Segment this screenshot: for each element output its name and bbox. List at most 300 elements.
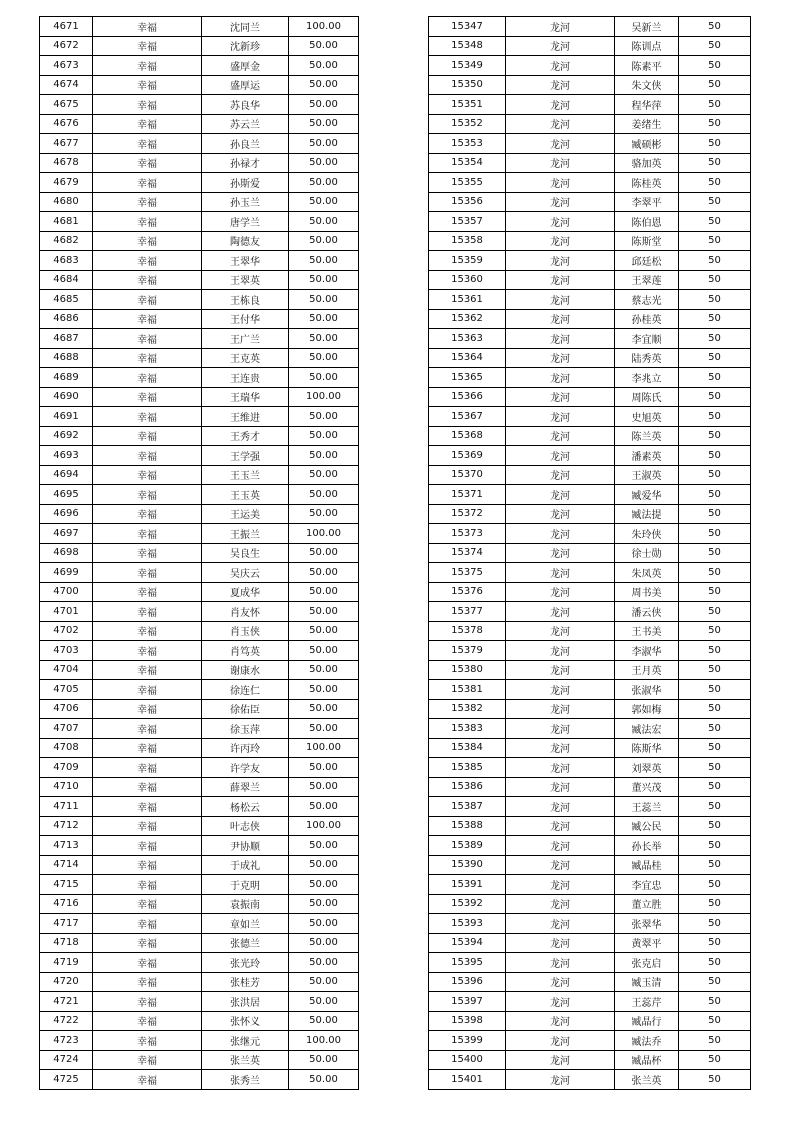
village-cell: 幸福 xyxy=(93,914,202,934)
amount-cell: 50 xyxy=(679,75,751,95)
id-cell: 15369 xyxy=(429,446,506,466)
village-cell: 龙河 xyxy=(506,660,615,680)
village-cell: 幸福 xyxy=(93,36,202,56)
amount-cell: 50 xyxy=(679,368,751,388)
name-cell: 郭如梅 xyxy=(615,699,679,719)
village-cell: 龙河 xyxy=(506,933,615,953)
amount-cell: 100.00 xyxy=(289,387,359,407)
name-cell: 王玉英 xyxy=(202,485,289,505)
amount-cell: 50.00 xyxy=(289,660,359,680)
amount-cell: 50 xyxy=(679,797,751,817)
amount-cell: 50 xyxy=(679,933,751,953)
village-cell: 幸福 xyxy=(93,777,202,797)
table-row xyxy=(429,446,751,466)
id-cell: 15399 xyxy=(429,1031,506,1051)
amount-cell: 50 xyxy=(679,290,751,310)
table-row xyxy=(40,485,359,505)
id-cell: 15366 xyxy=(429,387,506,407)
id-cell: 4704 xyxy=(40,660,93,680)
name-cell: 臧晶桂 xyxy=(615,855,679,875)
village-cell: 龙河 xyxy=(506,56,615,76)
name-cell: 肖笃英 xyxy=(202,641,289,661)
id-cell: 4706 xyxy=(40,699,93,719)
name-cell: 陶德友 xyxy=(202,231,289,251)
table-row xyxy=(429,75,751,95)
id-cell: 4689 xyxy=(40,368,93,388)
id-cell: 4708 xyxy=(40,738,93,758)
id-cell: 15392 xyxy=(429,894,506,914)
name-cell: 徐佑臣 xyxy=(202,699,289,719)
name-cell: 孙禄才 xyxy=(202,153,289,173)
village-cell: 龙河 xyxy=(506,894,615,914)
name-cell: 于成礼 xyxy=(202,855,289,875)
name-cell: 臧法乔 xyxy=(615,1031,679,1051)
village-cell: 幸福 xyxy=(93,563,202,583)
name-cell: 章如兰 xyxy=(202,914,289,934)
table-row xyxy=(40,192,359,212)
village-cell: 幸福 xyxy=(93,134,202,154)
table-row xyxy=(429,270,751,290)
village-cell: 幸福 xyxy=(93,329,202,349)
table-row xyxy=(429,17,751,37)
id-cell: 4709 xyxy=(40,758,93,778)
village-cell: 幸福 xyxy=(93,192,202,212)
village-cell: 龙河 xyxy=(506,621,615,641)
amount-cell: 50.00 xyxy=(289,485,359,505)
table-row xyxy=(429,153,751,173)
village-cell: 龙河 xyxy=(506,270,615,290)
village-cell: 龙河 xyxy=(506,426,615,446)
village-cell: 幸福 xyxy=(93,251,202,271)
id-cell: 4683 xyxy=(40,251,93,271)
table-row xyxy=(40,1070,359,1090)
id-cell: 15383 xyxy=(429,719,506,739)
village-cell: 幸福 xyxy=(93,660,202,680)
name-cell: 谢康水 xyxy=(202,660,289,680)
name-cell: 王运美 xyxy=(202,504,289,524)
name-cell: 李宜忠 xyxy=(615,875,679,895)
amount-cell: 50.00 xyxy=(289,933,359,953)
table-row xyxy=(429,504,751,524)
village-cell: 龙河 xyxy=(506,329,615,349)
name-cell: 孙长举 xyxy=(615,836,679,856)
amount-cell: 50.00 xyxy=(289,290,359,310)
amount-cell: 50.00 xyxy=(289,465,359,485)
name-cell: 张光玲 xyxy=(202,953,289,973)
id-cell: 4714 xyxy=(40,855,93,875)
table-row xyxy=(40,875,359,895)
table-row xyxy=(40,855,359,875)
id-cell: 15357 xyxy=(429,212,506,232)
amount-cell: 50.00 xyxy=(289,407,359,427)
amount-cell: 50.00 xyxy=(289,914,359,934)
amount-cell: 100.00 xyxy=(289,17,359,37)
name-cell: 姜绪生 xyxy=(615,114,679,134)
name-cell: 盛厚金 xyxy=(202,56,289,76)
village-cell: 幸福 xyxy=(93,1011,202,1031)
table-row xyxy=(40,426,359,446)
name-cell: 肖友怀 xyxy=(202,602,289,622)
id-cell: 15352 xyxy=(429,114,506,134)
name-cell: 陈素平 xyxy=(615,56,679,76)
village-cell: 幸福 xyxy=(93,836,202,856)
amount-cell: 50 xyxy=(679,641,751,661)
id-cell: 4719 xyxy=(40,953,93,973)
name-cell: 苏良华 xyxy=(202,95,289,115)
village-cell: 幸福 xyxy=(93,543,202,563)
id-cell: 15349 xyxy=(429,56,506,76)
amount-cell: 100.00 xyxy=(289,524,359,544)
name-cell: 于克明 xyxy=(202,875,289,895)
amount-cell: 50 xyxy=(679,485,751,505)
name-cell: 邱廷松 xyxy=(615,251,679,271)
id-cell: 15371 xyxy=(429,485,506,505)
table-row xyxy=(40,758,359,778)
amount-cell: 50 xyxy=(679,602,751,622)
amount-cell: 50.00 xyxy=(289,56,359,76)
amount-cell: 50 xyxy=(679,95,751,115)
id-cell: 15376 xyxy=(429,582,506,602)
name-cell: 董兴茂 xyxy=(615,777,679,797)
table-row xyxy=(429,524,751,544)
village-cell: 龙河 xyxy=(506,251,615,271)
id-cell: 4690 xyxy=(40,387,93,407)
village-cell: 幸福 xyxy=(93,504,202,524)
table-row xyxy=(40,602,359,622)
id-cell: 4673 xyxy=(40,56,93,76)
amount-cell: 50.00 xyxy=(289,563,359,583)
id-cell: 15367 xyxy=(429,407,506,427)
id-cell: 4723 xyxy=(40,1031,93,1051)
table-row xyxy=(429,563,751,583)
amount-cell: 50.00 xyxy=(289,543,359,563)
id-cell: 15401 xyxy=(429,1070,506,1090)
amount-cell: 50 xyxy=(679,504,751,524)
amount-cell: 50.00 xyxy=(289,758,359,778)
amount-cell: 100.00 xyxy=(289,738,359,758)
name-cell: 张翠华 xyxy=(615,914,679,934)
table-row xyxy=(40,933,359,953)
id-cell: 4705 xyxy=(40,680,93,700)
table-row xyxy=(429,699,751,719)
amount-cell: 50 xyxy=(679,309,751,329)
amount-cell: 50.00 xyxy=(289,582,359,602)
id-cell: 4674 xyxy=(40,75,93,95)
amount-cell: 50.00 xyxy=(289,426,359,446)
amount-cell: 50.00 xyxy=(289,231,359,251)
village-cell: 龙河 xyxy=(506,75,615,95)
amount-cell: 50.00 xyxy=(289,777,359,797)
amount-cell: 50 xyxy=(679,680,751,700)
village-cell: 幸福 xyxy=(93,407,202,427)
id-cell: 15387 xyxy=(429,797,506,817)
id-cell: 15381 xyxy=(429,680,506,700)
name-cell: 王翠莲 xyxy=(615,270,679,290)
amount-cell: 50.00 xyxy=(289,192,359,212)
table-row xyxy=(429,134,751,154)
table-row xyxy=(40,1031,359,1051)
village-cell: 幸福 xyxy=(93,641,202,661)
name-cell: 朱凤英 xyxy=(615,563,679,583)
id-cell: 15386 xyxy=(429,777,506,797)
table-row xyxy=(429,719,751,739)
name-cell: 吴庆云 xyxy=(202,563,289,583)
name-cell: 王付华 xyxy=(202,309,289,329)
table-row xyxy=(429,914,751,934)
table-row xyxy=(40,719,359,739)
id-cell: 15385 xyxy=(429,758,506,778)
id-cell: 15370 xyxy=(429,465,506,485)
amount-cell: 50 xyxy=(679,348,751,368)
table-row xyxy=(429,329,751,349)
village-cell: 龙河 xyxy=(506,17,615,37)
name-cell: 张兰英 xyxy=(202,1050,289,1070)
village-cell: 幸福 xyxy=(93,855,202,875)
village-cell: 龙河 xyxy=(506,1070,615,1090)
name-cell: 王月英 xyxy=(615,660,679,680)
village-cell: 龙河 xyxy=(506,992,615,1012)
table-row xyxy=(40,621,359,641)
name-cell: 苏云兰 xyxy=(202,114,289,134)
id-cell: 4710 xyxy=(40,777,93,797)
amount-cell: 50.00 xyxy=(289,95,359,115)
name-cell: 陆秀英 xyxy=(615,348,679,368)
amount-cell: 50.00 xyxy=(289,251,359,271)
name-cell: 许学友 xyxy=(202,758,289,778)
village-cell: 幸福 xyxy=(93,953,202,973)
amount-cell: 50 xyxy=(679,777,751,797)
amount-cell: 50.00 xyxy=(289,719,359,739)
amount-cell: 50 xyxy=(679,1070,751,1090)
amount-cell: 50.00 xyxy=(289,309,359,329)
table-row xyxy=(429,836,751,856)
name-cell: 张淑华 xyxy=(615,680,679,700)
name-cell: 李淑华 xyxy=(615,641,679,661)
amount-cell: 50.00 xyxy=(289,75,359,95)
village-cell: 龙河 xyxy=(506,212,615,232)
name-cell: 徐玉萍 xyxy=(202,719,289,739)
village-cell: 幸福 xyxy=(93,56,202,76)
village-cell: 龙河 xyxy=(506,368,615,388)
village-cell: 龙河 xyxy=(506,95,615,115)
id-cell: 15390 xyxy=(429,855,506,875)
table-row xyxy=(40,680,359,700)
amount-cell: 50.00 xyxy=(289,621,359,641)
name-cell: 史旭英 xyxy=(615,407,679,427)
id-cell: 15356 xyxy=(429,192,506,212)
village-cell: 幸福 xyxy=(93,75,202,95)
village-cell: 幸福 xyxy=(93,602,202,622)
table-row xyxy=(40,75,359,95)
id-cell: 4715 xyxy=(40,875,93,895)
table-row xyxy=(40,797,359,817)
village-cell: 龙河 xyxy=(506,309,615,329)
name-cell: 孙良兰 xyxy=(202,134,289,154)
name-cell: 臧法提 xyxy=(615,504,679,524)
id-cell: 15377 xyxy=(429,602,506,622)
village-cell: 幸福 xyxy=(93,17,202,37)
table-row xyxy=(40,738,359,758)
amount-cell: 50.00 xyxy=(289,348,359,368)
amount-cell: 50 xyxy=(679,212,751,232)
table-row xyxy=(429,251,751,271)
amount-cell: 50.00 xyxy=(289,329,359,349)
name-cell: 徐士勋 xyxy=(615,543,679,563)
village-cell: 龙河 xyxy=(506,953,615,973)
name-cell: 臧晶杯 xyxy=(615,1050,679,1070)
name-cell: 王振兰 xyxy=(202,524,289,544)
name-cell: 王栋良 xyxy=(202,290,289,310)
table-row xyxy=(40,446,359,466)
village-cell: 龙河 xyxy=(506,680,615,700)
table-row xyxy=(40,524,359,544)
amount-cell: 50.00 xyxy=(289,641,359,661)
table-row xyxy=(40,134,359,154)
village-cell: 龙河 xyxy=(506,134,615,154)
name-cell: 张克启 xyxy=(615,953,679,973)
village-cell: 龙河 xyxy=(506,1050,615,1070)
name-cell: 张兰英 xyxy=(615,1070,679,1090)
name-cell: 程华萍 xyxy=(615,95,679,115)
name-cell: 叶志侠 xyxy=(202,816,289,836)
table-row xyxy=(40,582,359,602)
village-cell: 幸福 xyxy=(93,114,202,134)
id-cell: 15360 xyxy=(429,270,506,290)
amount-cell: 50.00 xyxy=(289,114,359,134)
village-cell: 龙河 xyxy=(506,914,615,934)
amount-cell: 50.00 xyxy=(289,836,359,856)
id-cell: 15348 xyxy=(429,36,506,56)
name-cell: 王淑英 xyxy=(615,465,679,485)
amount-cell: 50 xyxy=(679,446,751,466)
id-cell: 4722 xyxy=(40,1011,93,1031)
amount-cell: 50 xyxy=(679,17,751,37)
name-cell: 王翠英 xyxy=(202,270,289,290)
id-cell: 15363 xyxy=(429,329,506,349)
table-row xyxy=(40,368,359,388)
amount-cell: 50 xyxy=(679,231,751,251)
id-cell: 15389 xyxy=(429,836,506,856)
table-row xyxy=(40,894,359,914)
village-cell: 龙河 xyxy=(506,192,615,212)
id-cell: 4711 xyxy=(40,797,93,817)
table-row xyxy=(429,95,751,115)
village-cell: 幸福 xyxy=(93,446,202,466)
village-cell: 幸福 xyxy=(93,1070,202,1090)
table-row xyxy=(40,953,359,973)
village-cell: 幸福 xyxy=(93,348,202,368)
id-cell: 4672 xyxy=(40,36,93,56)
amount-cell: 50.00 xyxy=(289,699,359,719)
id-cell: 15379 xyxy=(429,641,506,661)
right-table-body xyxy=(429,17,751,1090)
amount-cell: 50.00 xyxy=(289,212,359,232)
amount-cell: 50.00 xyxy=(289,36,359,56)
amount-cell: 50 xyxy=(679,816,751,836)
table-row xyxy=(429,758,751,778)
name-cell: 夏成华 xyxy=(202,582,289,602)
table-row xyxy=(429,953,751,973)
amount-cell: 50 xyxy=(679,563,751,583)
village-cell: 幸福 xyxy=(93,719,202,739)
amount-cell: 50 xyxy=(679,153,751,173)
village-cell: 龙河 xyxy=(506,816,615,836)
village-cell: 幸福 xyxy=(93,465,202,485)
amount-cell: 50.00 xyxy=(289,1011,359,1031)
table-row xyxy=(40,348,359,368)
village-cell: 幸福 xyxy=(93,387,202,407)
name-cell: 李宜顺 xyxy=(615,329,679,349)
name-cell: 陈斯华 xyxy=(615,738,679,758)
name-cell: 张德兰 xyxy=(202,933,289,953)
table-row xyxy=(429,387,751,407)
village-cell: 幸福 xyxy=(93,231,202,251)
id-cell: 15355 xyxy=(429,173,506,193)
name-cell: 张秀兰 xyxy=(202,1070,289,1090)
name-cell: 臧公民 xyxy=(615,816,679,836)
id-cell: 4687 xyxy=(40,329,93,349)
name-cell: 臧法宏 xyxy=(615,719,679,739)
id-cell: 15382 xyxy=(429,699,506,719)
amount-cell: 50 xyxy=(679,426,751,446)
id-cell: 15350 xyxy=(429,75,506,95)
id-cell: 15378 xyxy=(429,621,506,641)
name-cell: 尹协顺 xyxy=(202,836,289,856)
amount-cell: 50.00 xyxy=(289,134,359,154)
amount-cell: 50.00 xyxy=(289,173,359,193)
table-row xyxy=(429,407,751,427)
village-cell: 幸福 xyxy=(93,1050,202,1070)
table-row xyxy=(40,251,359,271)
table-row xyxy=(429,465,751,485)
amount-cell: 50.00 xyxy=(289,1050,359,1070)
name-cell: 潘云侠 xyxy=(615,602,679,622)
name-cell: 朱玲侠 xyxy=(615,524,679,544)
amount-cell: 50 xyxy=(679,1031,751,1051)
id-cell: 15398 xyxy=(429,1011,506,1031)
name-cell: 臧硕彬 xyxy=(615,134,679,154)
amount-cell: 50 xyxy=(679,992,751,1012)
table-row xyxy=(429,348,751,368)
name-cell: 陈桂英 xyxy=(615,173,679,193)
table-row xyxy=(429,231,751,251)
table-row xyxy=(429,777,751,797)
village-cell: 龙河 xyxy=(506,699,615,719)
amount-cell: 50 xyxy=(679,875,751,895)
amount-cell: 50 xyxy=(679,855,751,875)
left-table xyxy=(39,16,359,1090)
name-cell: 许丙玲 xyxy=(202,738,289,758)
table-row xyxy=(40,465,359,485)
name-cell: 薛翠兰 xyxy=(202,777,289,797)
amount-cell: 50.00 xyxy=(289,680,359,700)
table-row xyxy=(429,621,751,641)
amount-cell: 50 xyxy=(679,758,751,778)
name-cell: 陈伯恩 xyxy=(615,212,679,232)
amount-cell: 100.00 xyxy=(289,1031,359,1051)
table-row xyxy=(429,309,751,329)
village-cell: 幸福 xyxy=(93,933,202,953)
village-cell: 龙河 xyxy=(506,758,615,778)
name-cell: 张桂芳 xyxy=(202,972,289,992)
village-cell: 龙河 xyxy=(506,407,615,427)
id-cell: 15394 xyxy=(429,933,506,953)
village-cell: 龙河 xyxy=(506,602,615,622)
table-row xyxy=(40,231,359,251)
id-cell: 4713 xyxy=(40,836,93,856)
amount-cell: 50 xyxy=(679,621,751,641)
amount-cell: 50 xyxy=(679,953,751,973)
